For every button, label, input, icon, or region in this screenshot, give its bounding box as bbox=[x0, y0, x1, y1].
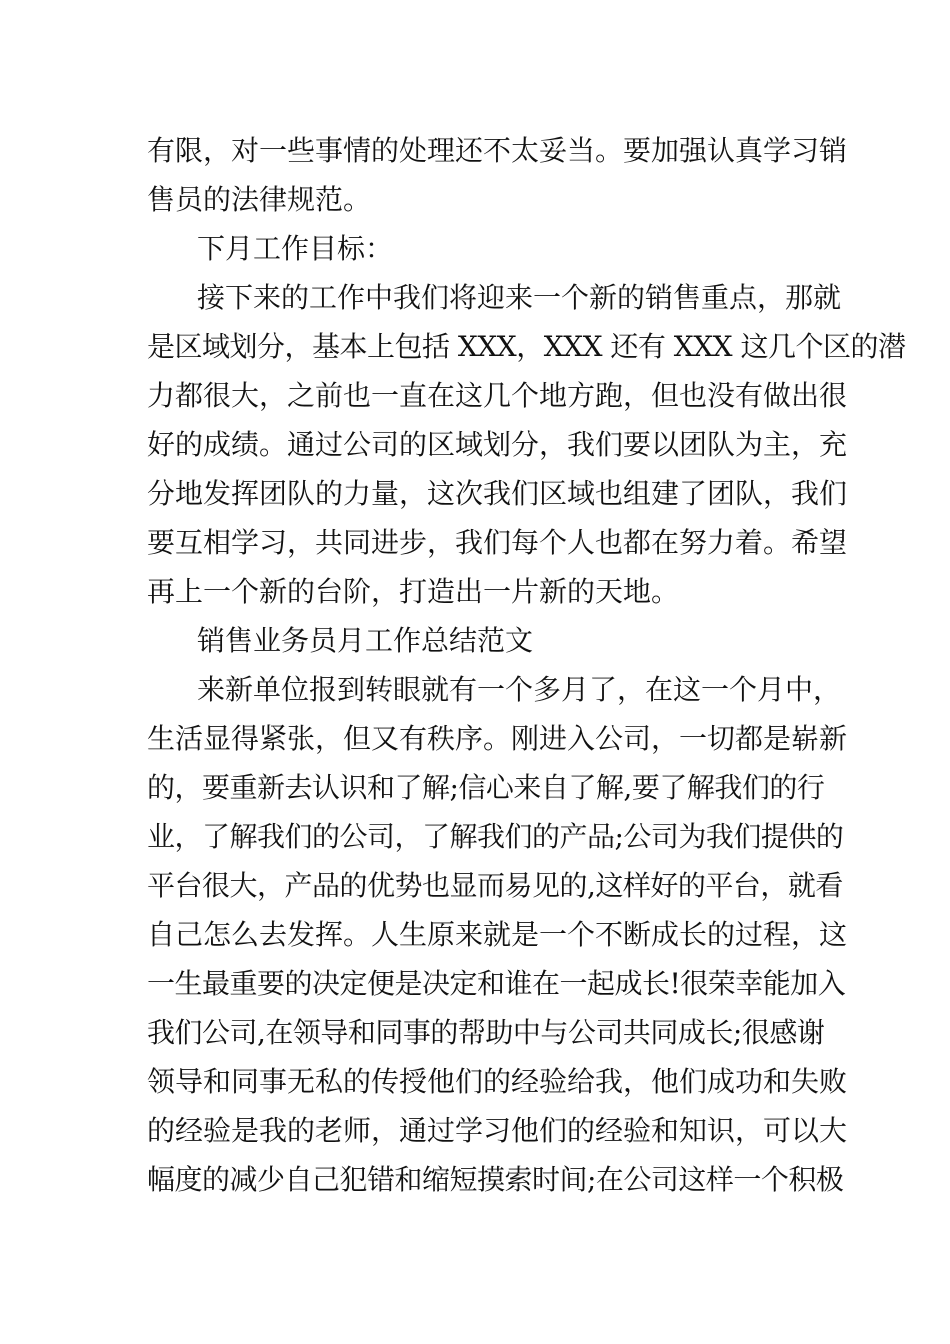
text-line: 领导和同事无私的传授他们的经验给我，他们成功和失败 bbox=[147, 1065, 848, 1098]
text-line: 一生最重要的决定便是决定和谁在一起成长!很荣幸能加入 bbox=[147, 967, 846, 1000]
text-line: 再上一个新的台阶，打造出一片新的天地。 bbox=[147, 575, 680, 608]
text-line: 接下来的工作中我们将迎来一个新的销售重点，那就 bbox=[197, 281, 842, 314]
text-line: 的经验是我的老师，通过学习他们的经验和知识，可以大 bbox=[147, 1114, 848, 1147]
text-line: 幅度的减少自己犯错和缩短摸索时间;在公司这样一个积极 bbox=[147, 1163, 844, 1196]
section-heading: 下月工作目标： bbox=[197, 232, 394, 265]
text-line: 我们公司,在领导和同事的帮助中与公司共同成长;很感谢 bbox=[147, 1016, 825, 1049]
text-line: 售员的法律规范。 bbox=[147, 183, 372, 216]
text-line: 的，要重新去认识和了解;信心来自了解,要了解我们的行 bbox=[147, 771, 825, 804]
text-line: 业，了解我们的公司，了解我们的产品;公司为我们提供的 bbox=[147, 820, 844, 853]
text-line: 平台很大，产品的优势也显而易见的,这样好的平台，就看 bbox=[147, 869, 843, 902]
text-line: 要互相学习，共同进步，我们每个人也都在努力着。希望 bbox=[147, 526, 848, 559]
body-text bbox=[147, 126, 906, 1204]
section-heading: 销售业务员月工作总结范文 bbox=[197, 624, 534, 657]
text-line: 自己怎么去发挥。人生原来就是一个不断成长的过程，这 bbox=[147, 918, 848, 951]
text-line: 分地发挥团队的力量，这次我们区域也组建了团队，我们 bbox=[147, 477, 848, 510]
text-line: 是区域划分，基本上包括 XXX，XXX 还有 XXX 这几个区的潜 bbox=[147, 330, 906, 363]
text-line: 力都很大，之前也一直在这几个地方跑，但也没有做出很 bbox=[147, 379, 848, 412]
text-line: 有限，对一些事情的处理还不太妥当。要加强认真学习销 bbox=[147, 134, 848, 167]
text-line: 生活显得紧张，但又有秩序。刚进入公司，一切都是崭新 bbox=[147, 722, 848, 755]
text-line: 好的成绩。通过公司的区域划分，我们要以团队为主，充 bbox=[147, 428, 848, 461]
text-line: 来新单位报到转眼就有一个多月了，在这一个月中， bbox=[197, 673, 842, 706]
